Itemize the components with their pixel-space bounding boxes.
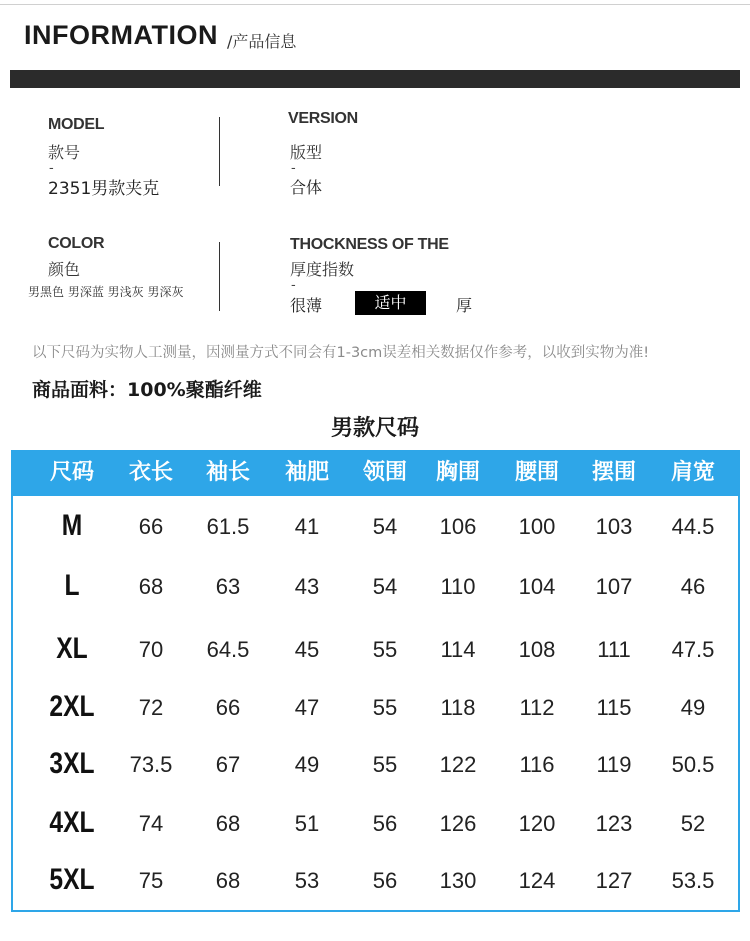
table-cell: 124 — [518, 868, 556, 893]
table-cell: 68 — [215, 811, 241, 836]
model-label-en: MODEL — [48, 116, 105, 133]
table-cell: 106 — [439, 514, 477, 539]
size-label: XL — [56, 632, 88, 665]
table-cell: 68 — [215, 868, 241, 893]
table-cell: 43 — [294, 574, 320, 599]
table-header-cell: 袖长 — [205, 460, 250, 485]
table-cell: 107 — [595, 574, 633, 599]
table-cell: 61.5 — [206, 514, 250, 539]
table-cell: 127 — [595, 868, 633, 893]
table-header-cell: 胸围 — [435, 460, 480, 485]
table-cell: 53 — [294, 868, 320, 893]
table-cell: 66 — [215, 695, 241, 720]
table-cell: 123 — [595, 811, 633, 836]
table-header-cell: 腰围 — [514, 460, 559, 485]
thickness-option-thick: 厚 — [456, 296, 473, 315]
size-label: M — [61, 509, 83, 542]
table-header-cell: 衣长 — [128, 460, 173, 485]
table-header-cell: 摆围 — [591, 460, 636, 485]
table-cell: 110 — [440, 574, 476, 599]
table-cell: 114 — [440, 637, 476, 662]
table-cell: 122 — [439, 752, 477, 777]
table-cell: 103 — [595, 514, 633, 539]
table-cell: 47.5 — [671, 637, 715, 662]
color-label-en: COLOR — [48, 235, 105, 252]
color-options: 男黑色 男深蓝 男浅灰 男深灰 — [28, 285, 184, 299]
thickness-label-en: THOCKNESS OF THE — [290, 236, 449, 253]
model-value: 2351男款夹克 — [48, 179, 160, 199]
top-divider — [0, 4, 750, 5]
size-table-header — [11, 450, 740, 496]
table-cell: 70 — [138, 637, 164, 662]
table-cell: 49 — [294, 752, 320, 777]
table-cell: 75 — [138, 868, 164, 893]
table-cell: 51 — [294, 811, 320, 836]
section-title: INFORMATION — [24, 20, 218, 50]
table-cell: 54 — [372, 514, 398, 539]
table-cell: 46 — [680, 574, 706, 599]
table-cell: 112 — [519, 695, 555, 720]
table-header-cell: 尺码 — [49, 460, 94, 485]
table-cell: 53.5 — [671, 868, 715, 893]
version-value: 合体 — [290, 178, 323, 197]
color-label-cn: 颜色 — [48, 260, 81, 279]
table-cell: 56 — [372, 868, 398, 893]
size-table-title: 男款尺码 — [330, 416, 419, 441]
model-label-cn: 款号 — [48, 143, 81, 162]
section-subtitle: /产品信息 — [227, 32, 297, 51]
thickness-dash: - — [291, 278, 296, 293]
thickness-label-cn: 厚度指数 — [290, 260, 355, 279]
size-label: 5XL — [49, 863, 95, 896]
table-cell: 72 — [138, 695, 164, 720]
thickness-option-medium-selected: 适中 — [355, 291, 426, 315]
table-cell: 118 — [440, 695, 476, 720]
table-cell: 47 — [294, 695, 320, 720]
table-cell: 56 — [372, 811, 398, 836]
table-cell: 104 — [518, 574, 556, 599]
model-divider — [219, 117, 220, 186]
table-cell: 45 — [294, 637, 320, 662]
table-cell: 115 — [596, 695, 632, 720]
table-cell: 126 — [439, 811, 477, 836]
table-cell: 52 — [680, 811, 706, 836]
table-cell: 64.5 — [206, 637, 250, 662]
table-cell: 41 — [294, 514, 320, 539]
table-cell: 67 — [215, 752, 241, 777]
table-cell: 49 — [680, 695, 706, 720]
color-divider — [219, 242, 220, 311]
table-cell: 120 — [518, 811, 556, 836]
table-cell: 73.5 — [129, 752, 173, 777]
table-cell: 74 — [138, 811, 164, 836]
table-cell: 68 — [138, 574, 164, 599]
table-cell: 63 — [215, 574, 241, 599]
table-cell: 108 — [518, 637, 556, 662]
table-cell: 50.5 — [671, 752, 715, 777]
table-cell: 55 — [372, 752, 398, 777]
header-bar — [10, 70, 740, 88]
table-cell: 44.5 — [671, 514, 715, 539]
table-cell: 66 — [138, 514, 164, 539]
table-cell: 130 — [439, 868, 477, 893]
table-cell: 119 — [596, 752, 632, 777]
size-label: 3XL — [49, 747, 95, 780]
table-header-cell: 袖肥 — [284, 460, 329, 485]
table-cell: 55 — [372, 637, 398, 662]
table-cell: 54 — [372, 574, 398, 599]
table-header-cell: 肩宽 — [670, 460, 715, 485]
table-cell: 111 — [597, 637, 631, 662]
model-dash: - — [49, 161, 54, 176]
size-label: L — [64, 569, 80, 602]
version-dash: - — [291, 161, 296, 176]
table-cell: 55 — [372, 695, 398, 720]
measurement-note: 以下尺码为实物人工测量，因测量方式不同会有1-3cm误差相关数据仅作参考，以收到实物为准! — [32, 345, 650, 361]
table-cell: 100 — [518, 514, 556, 539]
version-label-en: VERSION — [288, 110, 358, 127]
thickness-option-thin: 很薄 — [290, 296, 323, 315]
size-label: 2XL — [49, 690, 95, 723]
table-header-cell: 领围 — [362, 460, 407, 485]
version-label-cn: 版型 — [290, 143, 323, 162]
fabric-info: 商品面料：100%聚酯纤维 — [32, 379, 262, 401]
size-label: 4XL — [49, 806, 95, 839]
table-cell: 116 — [519, 752, 555, 777]
